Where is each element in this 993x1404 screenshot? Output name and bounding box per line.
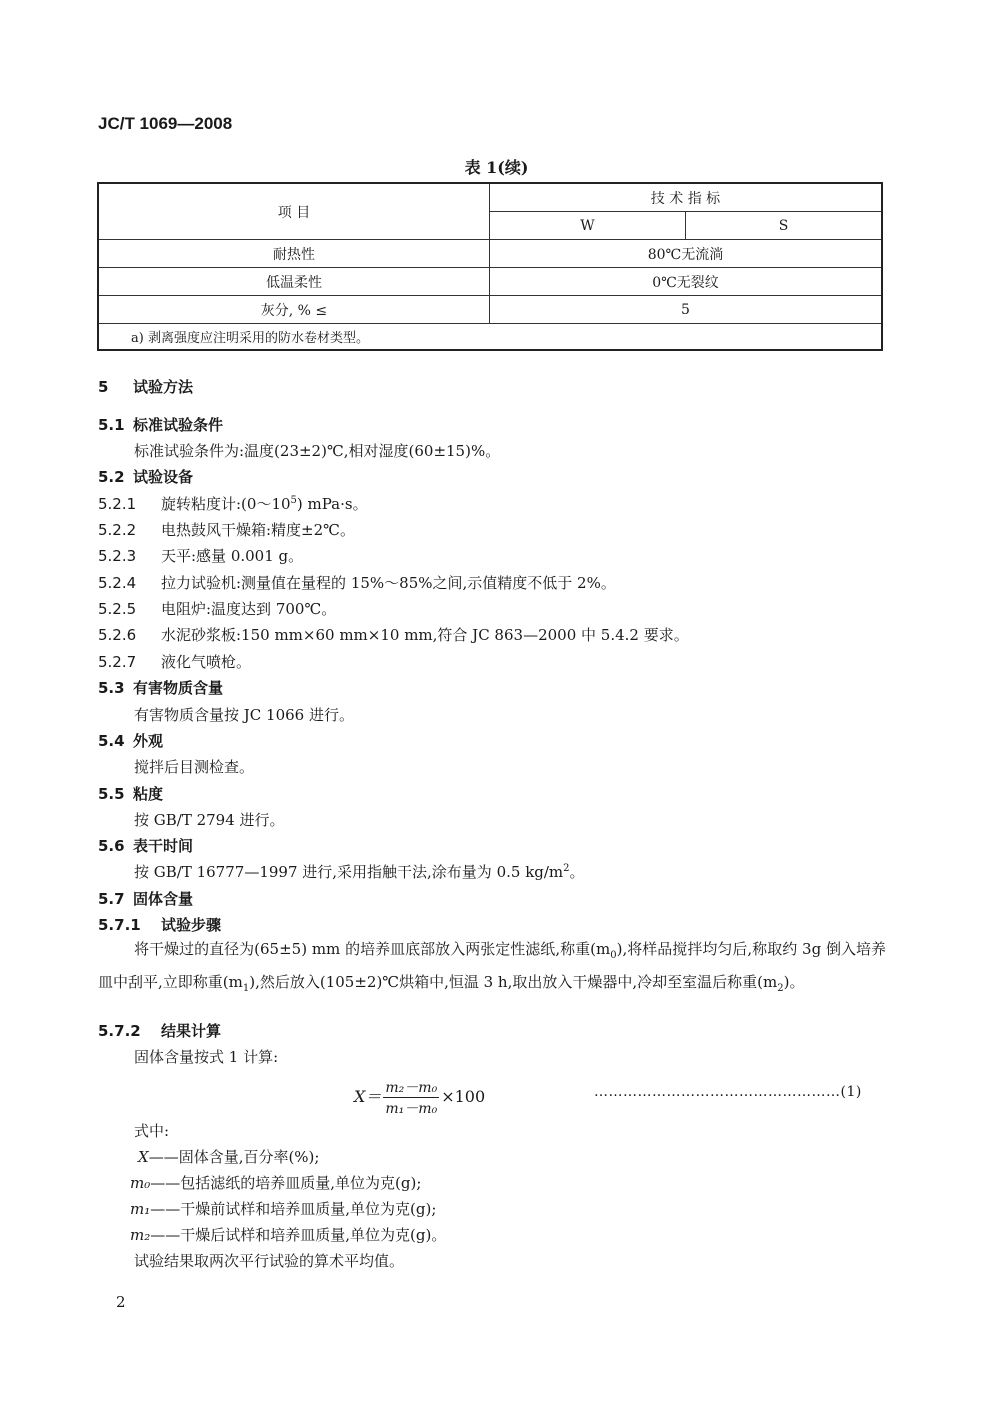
formula-factor: ×100 <box>441 1087 486 1106</box>
section-5-7-1-heading: 5.7.1 试验步骤 <box>98 916 222 934</box>
row-item: 耐热性 <box>98 240 489 268</box>
section-5-6-heading: 5.6 表干时间 <box>98 837 194 855</box>
section-5-2-1: 5.2.1 旋转粘度计$:(0\sim 10^5)$ mPa·s。 <box>98 495 368 513</box>
definition-item: m₀——包括滤纸的培养皿质量,单位为克(g); <box>130 1174 422 1192</box>
definitions-intro: 式中: <box>134 1122 170 1140</box>
standard-code: JC/T 1069—2008 <box>98 114 233 133</box>
formula-leader: ……………………………………………(1) <box>594 1084 862 1100</box>
section-5-heading: 5 试验方法 <box>98 378 194 396</box>
section-5-4-heading: 5.4 外观 <box>98 732 164 750</box>
formula-fraction <box>383 1077 439 1118</box>
section-5-7-1-paragraph: 将干燥过的直径为(65±5) mm 的培养皿底部放入两张定性滤纸,称重$(m_0)$,将样品搅拌均匀后,称取约 3g 倒入培养皿中刮平,立即称重$(m_1)$,然后放入(105±2)℃烘箱中,恒温 3 h,取出放入干燥器中,冷却至室温后称重$(m_2)$。 <box>98 940 887 994</box>
table-caption: 表 1(续) <box>464 158 529 177</box>
formula-lhs: X＝ <box>354 1087 382 1106</box>
equation-number: (1) <box>840 1084 862 1100</box>
section-5-4-text: 搅拌后目测检查。 <box>134 758 255 776</box>
col-tech-header: 技 术 指 标 <box>489 183 882 212</box>
table-row <box>98 268 882 296</box>
page-number: 2 <box>116 1293 126 1311</box>
table-row <box>98 240 882 268</box>
row-item: 低温柔性 <box>98 268 489 296</box>
section-5-2-7: 5.2.7 液化气喷枪。 <box>98 653 252 671</box>
definition-item: m₂——干燥后试样和培养皿质量,单位为克(g)。 <box>130 1226 447 1244</box>
col-s-header: S <box>685 212 882 240</box>
definition-item: X——固体含量,百分率(%); <box>138 1148 320 1166</box>
row-value: 0℃无裂纹 <box>489 268 882 296</box>
table-header-row <box>98 183 882 212</box>
section-5-2-5: 5.2.5 电阻炉:温度达到 700℃。 <box>98 600 337 618</box>
section-5-2-heading: 5.2 试验设备 <box>98 468 194 486</box>
section-5-1-text: 标准试验条件为:温度(23±2)℃,相对湿度(60±15)%。 <box>134 442 501 460</box>
table-note-row <box>98 324 882 351</box>
section-5-2-2: 5.2.2 电热鼓风干燥箱:精度±2℃。 <box>98 521 355 539</box>
section-5-7-heading: 5.7 固体含量 <box>98 890 194 908</box>
table-row <box>98 296 882 324</box>
formula <box>354 1077 485 1118</box>
col-w-header: W <box>489 212 685 240</box>
section-5-7-2-heading: 5.7.2 结果计算 <box>98 1022 222 1040</box>
col-item-header: 项 目 <box>98 183 489 240</box>
section-5-7-2-text: 固体含量按式 1 计算: <box>134 1048 279 1066</box>
row-item: 灰分, % ≤ <box>98 296 489 324</box>
section-5-3-heading: 5.3 有害物质含量 <box>98 679 224 697</box>
row-value: 80℃无流淌 <box>489 240 882 268</box>
formula-denominator: m₁－m₀ <box>385 1101 438 1117</box>
section-5-5-heading: 5.5 粘度 <box>98 785 164 803</box>
table-note: a) 剥离强度应注明采用的防水卷材类型。 <box>98 324 882 351</box>
row-value: 5 <box>489 296 882 324</box>
conclusion-text: 试验结果取两次平行试验的算术平均值。 <box>134 1252 405 1270</box>
section-5-1-heading: 5.1 标准试验条件 <box>98 416 224 434</box>
definition-item: m₁——干燥前试样和培养皿质量,单位为克(g); <box>130 1200 437 1218</box>
section-5-6-text: 按 GB/T 16777—1997 进行,采用指触干法,涂布量为 0.5 $kg/m^2$。 <box>134 863 585 881</box>
section-5-2-3: 5.2.3 天平:感量 0.001 g。 <box>98 547 304 565</box>
section-5-5-text: 按 GB/T 2794 进行。 <box>134 811 285 829</box>
section-5-3-text: 有害物质含量按 JC 1066 进行。 <box>134 706 354 724</box>
section-5-2-6: 5.2.6 水泥砂浆板:150 mm×60 mm×10 mm,符合 JC 863—2000 中 5.4.2 要求。 <box>98 626 689 644</box>
spec-table <box>97 182 883 351</box>
formula-numerator: m₂－m₀ <box>383 1077 439 1098</box>
section-5-2-4: 5.2.4 拉力试验机:测量值在量程的 15%～85%之间,示值精度不低于 2%。 <box>98 574 616 592</box>
